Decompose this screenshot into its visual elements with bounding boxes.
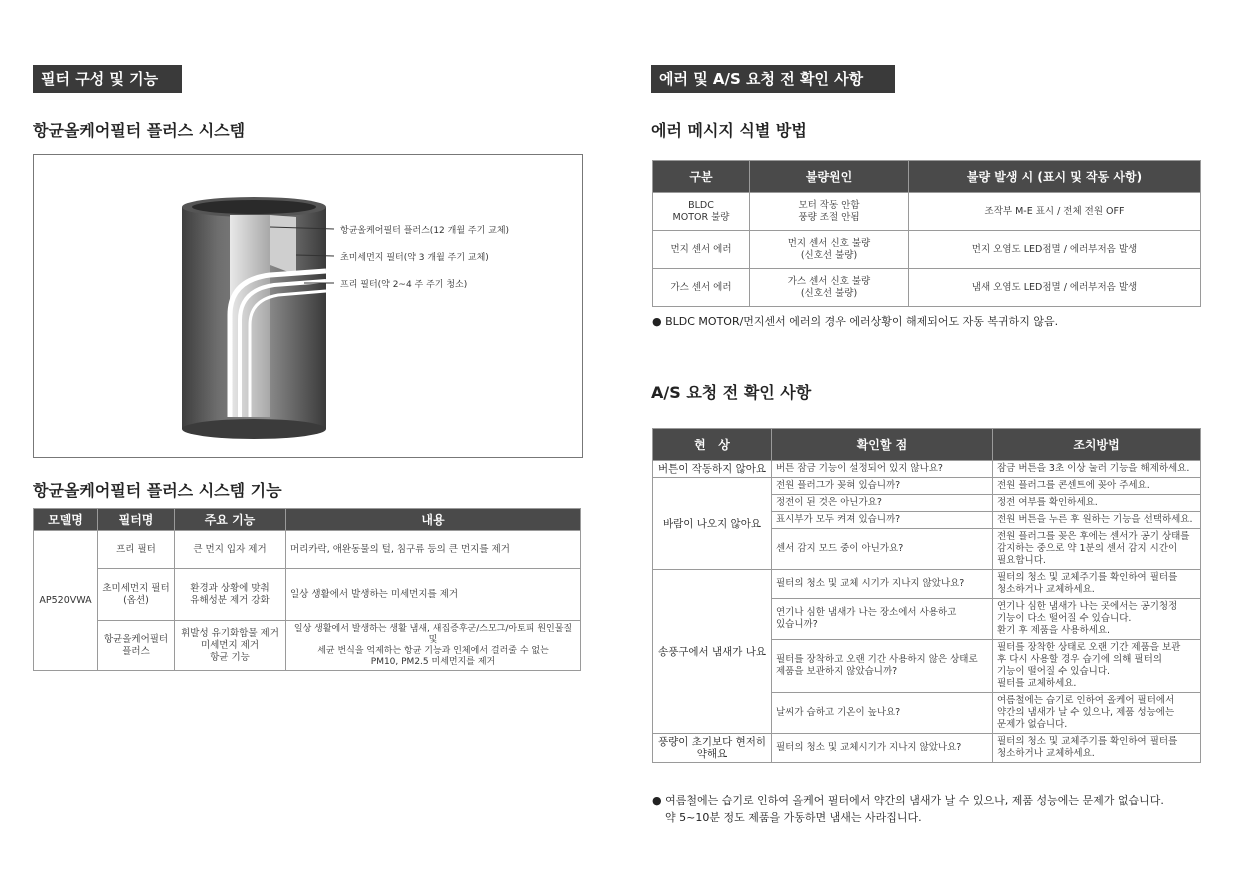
check-cell: 표시부가 모두 켜져 있습니까? (772, 512, 993, 529)
model-cell: AP520VWA (34, 531, 98, 671)
col-header-filter: 필터명 (98, 509, 175, 531)
error-table (652, 160, 1201, 307)
check-cell: 전원 플러그가 꽂혀 있습니까? (772, 478, 993, 495)
check-cell: 정전이 된 것은 아닌가요? (772, 495, 993, 512)
callout-allcare-filter: 항균올케어필터 플러스(12 개월 주기 교체) (340, 226, 510, 236)
section-title-filter: 필터 구성 및 기능 (33, 65, 182, 93)
section-title-error: 에러 및 A/S 요청 전 확인 사항 (651, 65, 895, 93)
filter-illustration (34, 155, 582, 457)
col-header-function: 주요 기능 (175, 509, 286, 531)
error-display-cell: 냄새 오염도 LED점멸 / 에러부저음 발생 (909, 269, 1201, 307)
symptom-cell: 송풍구에서 냄새가 나요 (653, 570, 772, 734)
error-col-type: 구분 (653, 161, 750, 193)
as-table (652, 428, 1201, 763)
filter-name-cell: 초미세먼지 필터 (옵션) (98, 569, 175, 621)
as-col-symptom: 현 상 (653, 429, 772, 461)
action-cell: 여름철에는 습기로 인하여 올케어 필터에서 약간의 냄새가 날 수 있으나, 제품 성능에는 문제가 없습니다. (993, 693, 1201, 734)
system-title: 항균올케어필터 플러스 시스템 (33, 121, 246, 140)
callout-ultrafine-filter: 초미세먼지 필터(약 3 개월 주기 교체) (340, 253, 489, 263)
as-col-check: 확인할 점 (772, 429, 993, 461)
check-cell: 날씨가 습하고 기온이 높나요? (772, 693, 993, 734)
symptom-cell: 버튼이 작동하지 않아요 (653, 461, 772, 478)
action-cell: 연기나 심한 냄새가 나는 곳에서는 공기청정 기능이 다소 떨어질 수 있습니다. 환기 후 제품을 사용하세요. (993, 599, 1201, 640)
error-display-cell: 조작부 M-E 표시 / 전체 전원 OFF (909, 193, 1201, 231)
error-note: ● BLDC MOTOR/먼지센서 에러의 경우 에러상황이 해제되어도 자동 복귀하지 않음. (652, 315, 1059, 328)
action-cell: 필터를 장착한 상태로 오랜 기간 제품을 보관 후 다시 사용할 경우 습기에 의해 필터의 기능이 떨어질 수 있습니다. 필터를 교체하세요. (993, 640, 1201, 693)
action-cell: 필터의 청소 및 교체주기를 확인하여 필터를 청소하거나 교체하세요. (993, 570, 1201, 599)
filter-content-cell: 일상 생활에서 발생하는 미세먼지를 제거 (286, 569, 581, 621)
action-cell: 필터의 청소 및 교체주기를 확인하여 필터를 청소하거나 교체하세요. (993, 734, 1201, 763)
callout-pre-filter: 프리 필터(약 2~4 주 주기 청소) (340, 280, 468, 290)
check-cell: 센서 감지 모드 중이 아닌가요? (772, 529, 993, 570)
error-type-cell: BLDC MOTOR 불량 (653, 193, 750, 231)
check-cell: 연기나 심한 냄새가 나는 장소에서 사용하고 있습니까? (772, 599, 993, 640)
error-cause-cell: 가스 센서 신호 불량 (신호선 불량) (750, 269, 909, 307)
symptom-cell: 풍량이 초기보다 현저히 약해요 (653, 734, 772, 763)
filter-cylinder-icon (182, 197, 326, 439)
filter-content-cell: 일상 생활에서 발생하는 생활 냄새, 새집증후군/스모그/아토피 원인물질 및 세균 번식을 억제하는 항균 기능과 인체에서 걸러줄 수 없는 PM10, PM2.5 미세먼지를 제거 (286, 621, 581, 671)
action-cell: 전원 버튼을 누른 후 원하는 기능을 선택하세요. (993, 512, 1201, 529)
col-header-model: 모델명 (34, 509, 98, 531)
as-col-action: 조치방법 (993, 429, 1201, 461)
function-title: 항균올케어필터 플러스 시스템 기능 (33, 481, 282, 500)
filter-content-cell: 머리카락, 애완동물의 털, 침구류 등의 큰 먼지를 제거 (286, 531, 581, 569)
check-cell: 버튼 잠금 기능이 설정되어 있지 않나요? (772, 461, 993, 478)
filter-function-cell: 큰 먼지 입자 제거 (175, 531, 286, 569)
filter-function-cell: 휘발성 유기화합물 제거 미세먼지 제거 항균 기능 (175, 621, 286, 671)
action-cell: 전원 플러그를 꽂은 후에는 센서가 공기 상태를 감지하는 중으로 약 1분의 센서 감지 시간이 필요합니다. (993, 529, 1201, 570)
action-cell: 정전 여부를 확인하세요. (993, 495, 1201, 512)
error-col-display: 불량 발생 시 (표시 및 작동 사항) (909, 161, 1201, 193)
filter-function-table (33, 508, 581, 671)
col-header-content: 내용 (286, 509, 581, 531)
as-note-2: 약 5~10분 정도 제품을 가동하면 냄새는 사라집니다. (665, 811, 922, 824)
error-cause-cell: 먼지 센서 신호 불량 (신호선 불량) (750, 231, 909, 269)
check-cell: 필터의 청소 및 교체 시기가 지나지 않았나요? (772, 570, 993, 599)
check-cell: 필터를 장착하고 오랜 기간 사용하지 않은 상태로 제품을 보관하지 않았습니까? (772, 640, 993, 693)
filter-function-cell: 환경과 상황에 맞춰 유해성분 제거 강화 (175, 569, 286, 621)
error-type-cell: 가스 센서 에러 (653, 269, 750, 307)
check-cell: 필터의 청소 및 교체시기가 지나지 않았나요? (772, 734, 993, 763)
action-cell: 전원 플러그를 콘센트에 꽂아 주세요. (993, 478, 1201, 495)
filter-figure-box (33, 154, 583, 458)
action-cell: 잠금 버튼을 3초 이상 눌러 기능을 해제하세요. (993, 461, 1201, 478)
filter-name-cell: 항균올케어필터 플러스 (98, 621, 175, 671)
error-col-cause: 불량원인 (750, 161, 909, 193)
error-display-cell: 먼지 오염도 LED점멸 / 에러부저음 발생 (909, 231, 1201, 269)
error-type-cell: 먼지 센서 에러 (653, 231, 750, 269)
error-cause-cell: 모터 작동 안함 풍량 조절 안됨 (750, 193, 909, 231)
as-note-1: ● 여름철에는 습기로 인하여 올케어 필터에서 약간의 냄새가 날 수 있으나, 제품 성능에는 문제가 없습니다. (652, 794, 1164, 807)
filter-name-cell: 프리 필터 (98, 531, 175, 569)
symptom-cell: 바람이 나오지 않아요 (653, 478, 772, 570)
error-title: 에러 메시지 식별 방법 (651, 121, 807, 140)
as-title: A/S 요청 전 확인 사항 (651, 383, 812, 402)
